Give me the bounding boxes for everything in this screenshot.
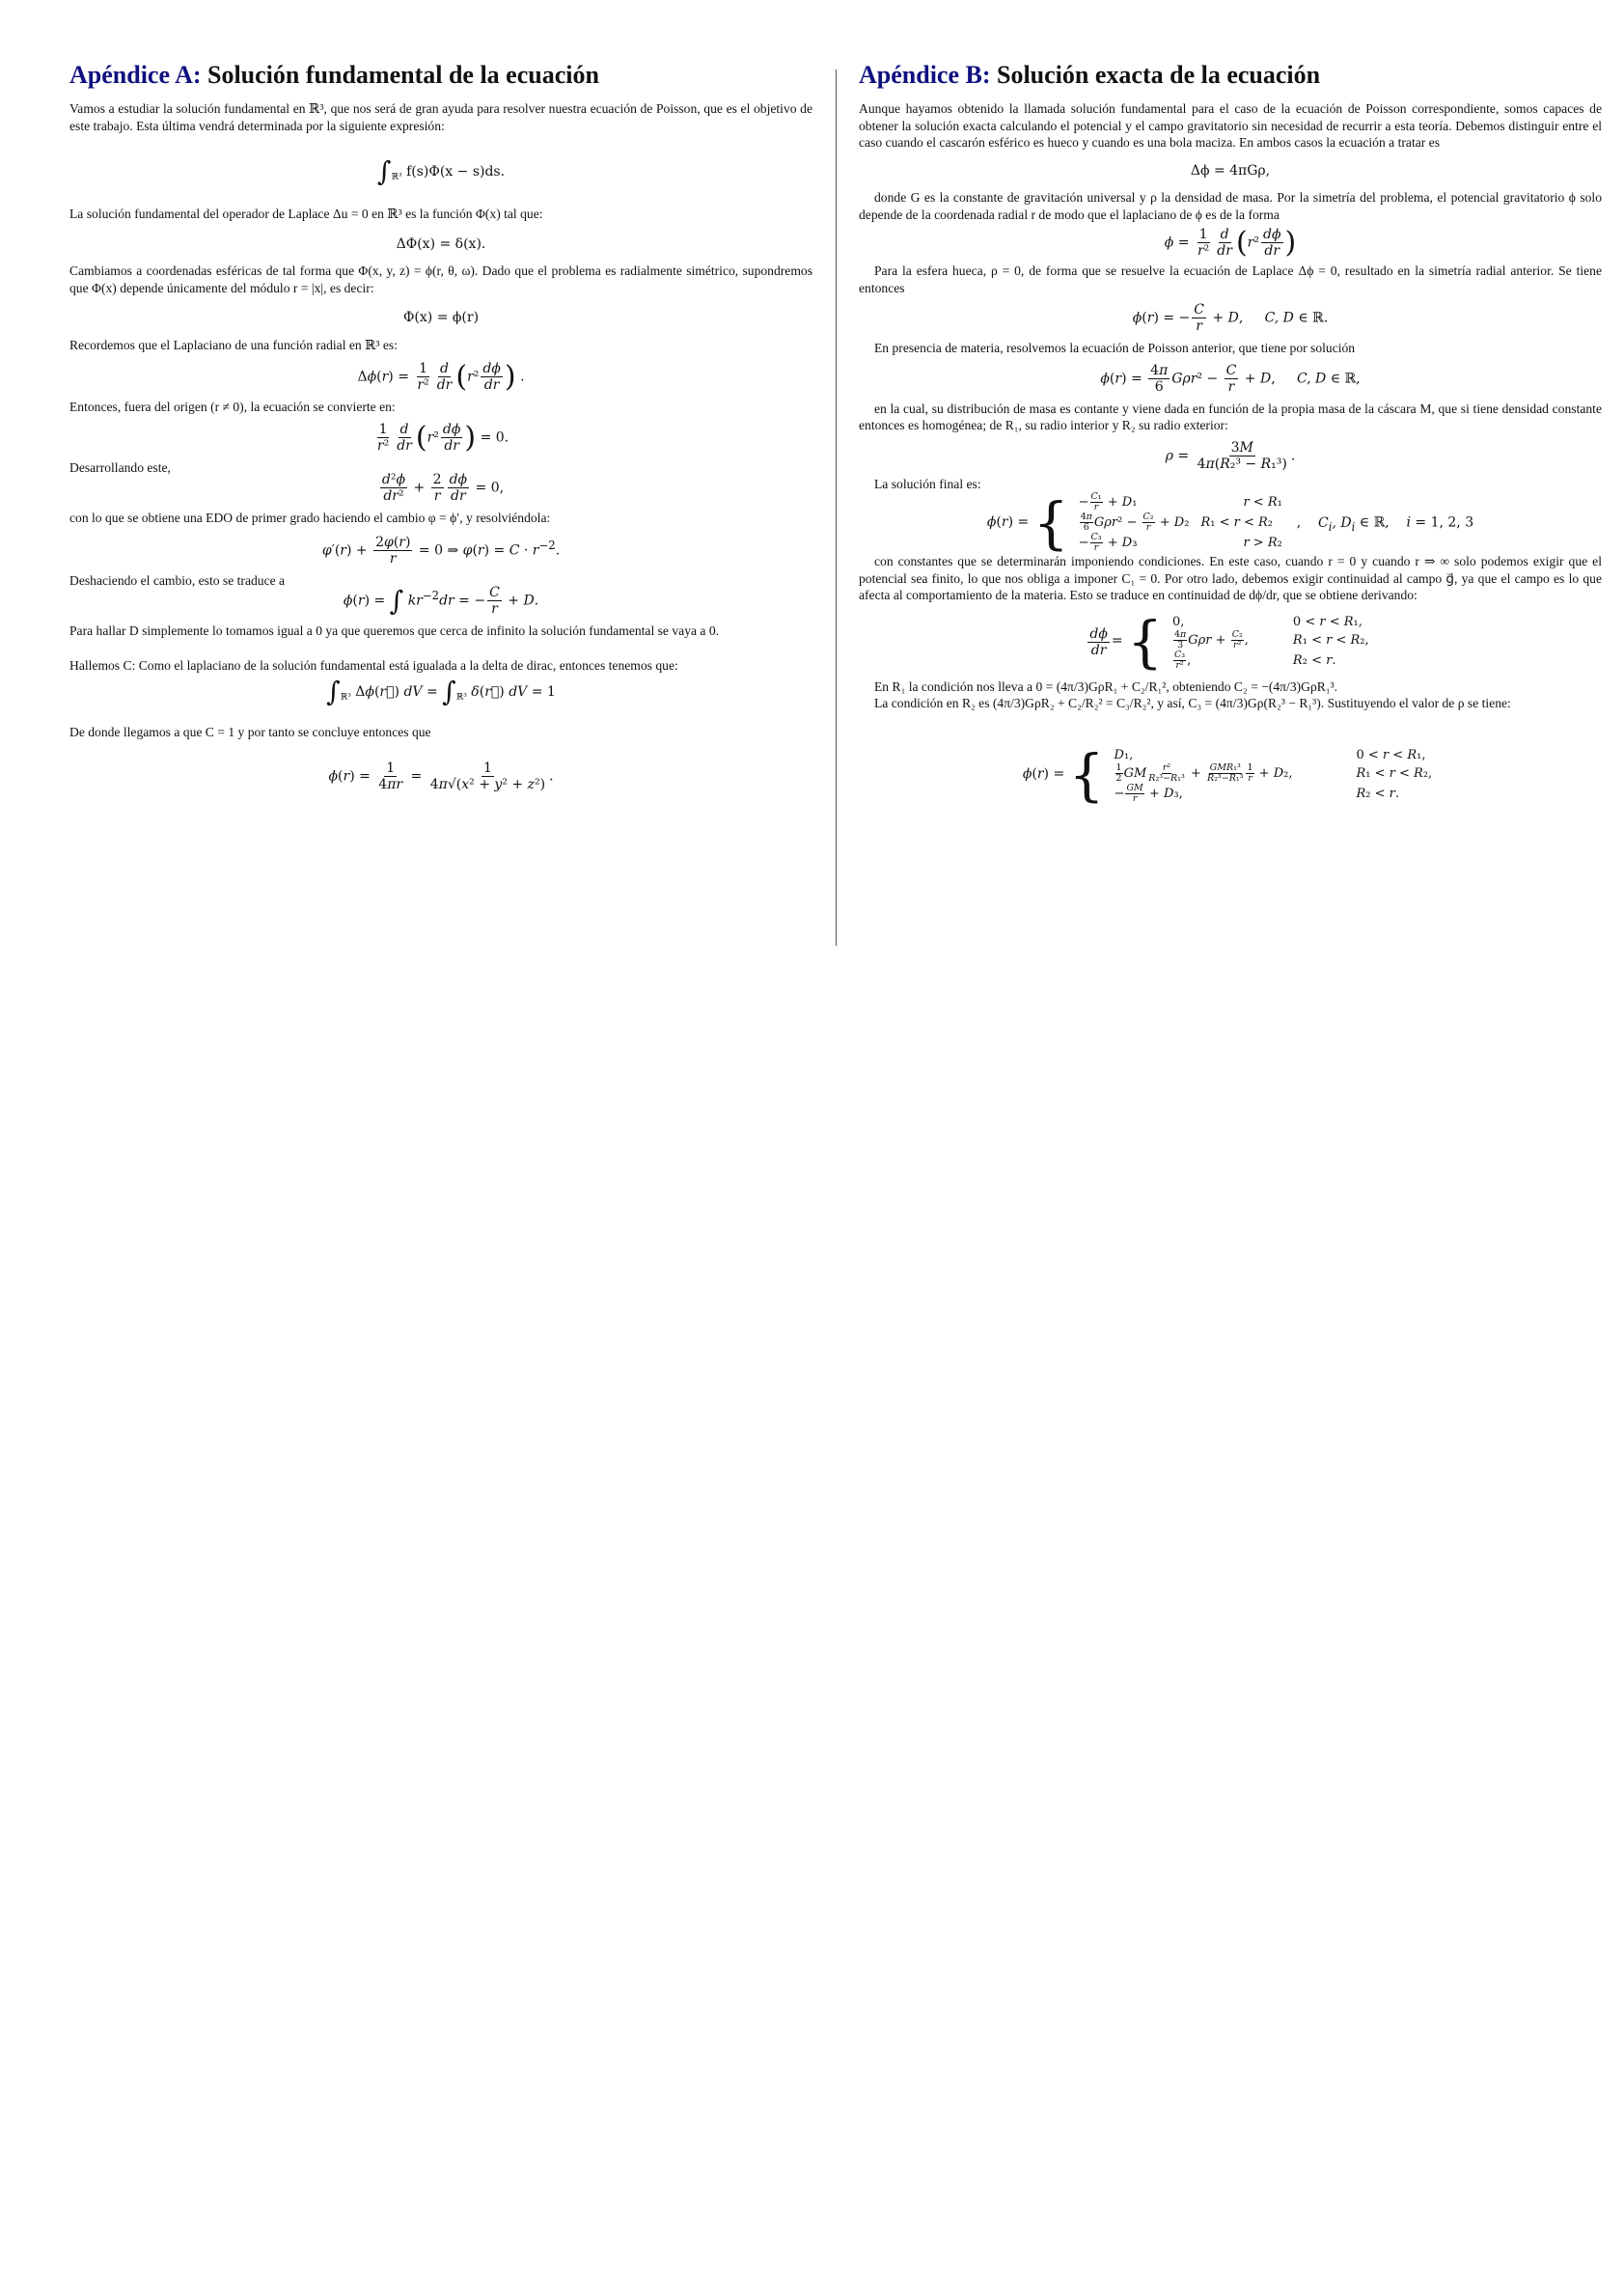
- paragraph: La solución fundamental del operador de Laplace Δu = 0 en ℝ³ es la función Φ(x) tal que:: [69, 207, 543, 222]
- paragraph: Para la esfera hueca, ρ = 0, de forma que se resuelve la ecuación de Laplace Δϕ = 0, resultado en la simetría radial anterior. Se tiene entonces: [859, 263, 1602, 295]
- appendix-a-intro: Vamos a estudiar la solución fundamental en ℝ³, que nos será de gran ayuda para resolver nuestra ecuación de Poisson, que es el objetivo de este trabajo. Esta última vendrá determinada por la siguiente expresión:: [69, 101, 812, 133]
- equation-laplacian-form: ϕ = $\frac{1}{\text{r²}}$ $\frac{d}{dr}$ (r² $\frac{d\phi}{dr}$ ): [1164, 225, 1297, 260]
- paragraph: donde G es la constante de gravitación universal y ρ la densidad de masa. Por la simetría del problema, el potencial gravitatorio ϕ solo depende de la coordenada radial r de modo que el laplaciano de ϕ es de la forma: [859, 190, 1602, 222]
- paragraph: Cambiamos a coordenadas esféricas de tal forma que Φ(x, y, z) = ϕ(r, θ, ω). Dado que el problema es radialmente simétrico, supondremos que Φ(x) depende únicamente del módulo r = |x|, es decir:: [69, 263, 812, 295]
- equation-convolution: $\int_{ℝ^3}$ f(s)Φ(x − s)ds.: [376, 155, 506, 187]
- equation-radial: Φ(x) = ϕ(r): [402, 310, 480, 326]
- paragraph: Recordemos que el Laplaciano de una función radial en ℝ³ es:: [69, 337, 398, 352]
- paragraph: Entonces, fuera del origen (r ≠ 0), la ecuación se convierte en:: [69, 400, 396, 415]
- equation-fundamental-solution: ϕ(r) = $\frac{1}{4\pi r}$ = $\frac{1}{\text{4π√(x² + y² + z²)}}$ .: [328, 760, 554, 792]
- appendix-b: [859, 60, 1602, 808]
- appendix-a-heading: Apéndice A: Solución fundamental de la ecuación: [69, 61, 599, 89]
- paragraph: con lo que se obtiene una EDO de primer grado haciendo el cambio φ = ϕ′, y resolviéndola:: [69, 511, 551, 526]
- paragraph: La solución final es:: [874, 476, 981, 491]
- paragraph: De donde llegamos a que C = 1 y por tanto se concluye entonces que: [69, 725, 431, 740]
- equation-final-solution: ϕ ( r ) = { − $\frac{\text{C₁}}{r}$ + D₁ r < R₁ $\frac{4\pi}{6}$ Gρr² − $\frac{\text{C₂}}{r}$ + D₂ R₁ < r < R₂ − $\frac{\text{C₃}}{r}$ + D₃ r > R₂ , $C_i$, $D_i$ ∈ ℝ, i = 1, 2, 3: [986, 489, 1474, 556]
- paragraph: La condición en R₂ es (4π/3)GρR₂ + C₂/R₂² = C₃/R₂², y así, C₃ = (4π/3)Gρ(R₂³ − R₁³). Sustituyendo el valor de ρ se tiene:: [874, 696, 1511, 710]
- paragraph: En presencia de materia, resolvemos la ecuación de Poisson anterior, que tiene por solución: [874, 341, 1356, 355]
- appendix-a: [69, 60, 812, 792]
- paragraph: con constantes que se determinarán imponiendo condiciones. En este caso, cuando r = 0 y cuando r ⇒ ∞ solo podemos exigir que el potencial sea finito, lo que nos obliga a imponer C₁ = 0. Por otro lado, debemos exigir continuidad al campo g⃗, ya que el campo es lo que afecta al comportamiento de la materia. Esto se traduce en continuidad de dϕ/dr, que se obtiene derivando:: [859, 554, 1602, 602]
- equation-ode: φ′(r) + $\frac{2\varphi(r)}{r}$ = 0 ⇒ $\varphi(r) = C \cdot r^{-2}$.: [321, 534, 561, 567]
- paragraph: Para hallar D simplemente lo tomamos igual a 0 ya que queremos que cerca de infinito la solución fundamental se vaya a 0.: [69, 623, 720, 639]
- equation-outside-origin: $\frac{1}{\text{r²}}$ $\frac{d}{dr}$ (r² $\frac{d\phi}{dr}$ ) = 0.: [376, 420, 509, 455]
- column-divider: [836, 69, 837, 946]
- paragraph: En R₁ la condición nos lleva a 0 = (4π/3)GρR₁ + C₂/R₁², obteniendo C₂ = −(4π/3)GρR₁³.: [874, 678, 1338, 694]
- equation-delta: ΔΦ(x) = δ(x).: [396, 235, 486, 252]
- equation-hollow-sphere: ϕ(r) = − $\frac{C}{r}$ + D, C, D ∈ ℝ.: [1132, 302, 1329, 334]
- appendix-b-heading: Apéndice B: Solución exacta de la ecuación: [859, 61, 1321, 89]
- equation-density: ρ = $\frac{3M}{\text{4π(R₂³ − R₁³)}}$ .: [1165, 439, 1296, 472]
- paragraph: Desarrollando este,: [69, 459, 171, 475]
- paragraph: Deshaciendo el cambio, esto se traduce a: [69, 572, 286, 588]
- equation-dirac: $\int_{ℝ^3}$ Δϕ(r⃗) dV = $\int_{ℝ^3}$ δ(r⃗) dV = 1: [326, 676, 556, 708]
- paragraph: en la cual, su distribución de masa es contante y viene dada en función de la propia masa de la cáscara M, que si tiene densidad constante entonces es homogénea; de R₁, su radio interior y R₂ su radio exterior:: [859, 401, 1602, 432]
- equation-substituted-solution: ϕ ( r ) = { D₁, 0 < r < R₁, $\frac{1}{2}$ GM $\frac{\text{r²}}{\text{R₂³−R₁³}}$ + GMR₁³ R₂³−R₁³ $\frac{1}{r}$ + D₂, R₁ < r < R₂, − $\frac{GM}{r}$ + D₃, R₂ < r.: [1022, 742, 1433, 808]
- equation-radial-laplacian: Δϕ(r) = $\frac{1}{\text{r²}}$ $\frac{d}{dr}$ (r² $\frac{d\phi}{dr}$ ) .: [357, 359, 525, 394]
- equation-poisson-solution: ϕ(r) = $\frac{4\pi}{6}$ Gρr² − $\frac{C}{r}$ + D, C, D ∈ ℝ,: [1100, 362, 1361, 395]
- paragraph: Hallemos C: Como el laplaciano de la solución fundamental está igualada a la delta de dirac, entonces tenemos que:: [69, 657, 678, 673]
- equation-undo-change: ϕ(r) = ∫ $kr^{-2}dr$ = − $\frac{C}{r}$ + D.: [343, 584, 539, 618]
- equation-field-derivative: $\frac{d\phi}{dr}$ = { 0, 0 < r < R₁, $\frac{4\pi}{3}$ Gρr + $\frac{\text{C₂}}{\text{r²}}$ , R₁ < r < R₂, $\frac{\text{C₃}}{\text{r²}}$ , R₂ < r.: [1089, 609, 1369, 675]
- equation-poisson: Δϕ = 4πGρ,: [1190, 162, 1271, 179]
- equation-expanded: $\frac{\text{d²ϕ}}{\text{dr²}}$ + $\frac{2}{r}$ $\frac{d\phi}{dr}$ = 0,: [381, 472, 505, 505]
- appendix-b-intro: Aunque hayamos obtenido la llamada solución fundamental para el caso de la ecuación de Poisson correspondiente, somos capaces de obtener la solución exacta calculando el potencial y el campo gravitatorio sin necesidad de recurrir a esta teoría. Debemos distinguir entre el caso cuando el cascarón esférico es hueco y cuando es una bola maciza. En ambos casos la ecuación a tratar es: [859, 101, 1602, 150]
